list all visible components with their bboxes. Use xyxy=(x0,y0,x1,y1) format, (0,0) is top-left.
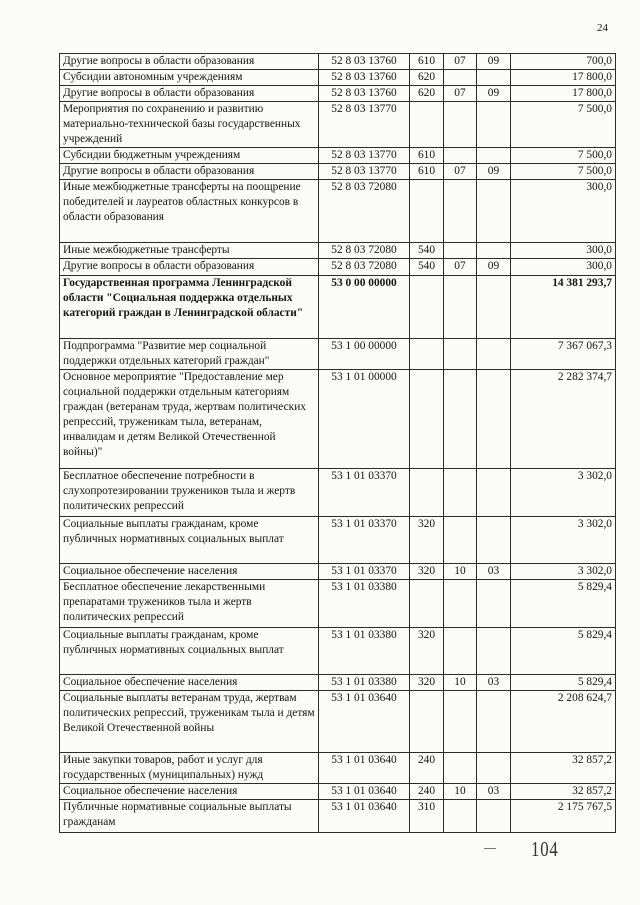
row-subsection: 03 xyxy=(477,784,511,800)
row-subsection: 03 xyxy=(477,564,511,580)
row-name: Бесплатное обеспечение потребности в слухопротезировании тружеников тыла и жертв политических репрессий xyxy=(60,469,319,517)
row-expense-type xyxy=(410,370,444,469)
row-expense-type: 240 xyxy=(410,753,444,784)
row-amount: 5 829,4 xyxy=(511,580,616,628)
row-amount: 5 829,4 xyxy=(511,628,616,675)
row-expense-type: 610 xyxy=(410,54,444,70)
row-section: 07 xyxy=(444,164,477,180)
row-name: Социальное обеспечение населения xyxy=(60,564,319,580)
row-subsection xyxy=(477,339,511,370)
row-expense-type xyxy=(410,339,444,370)
row-name: Социальные выплаты гражданам, кроме публичных нормативных социальных выплат xyxy=(60,628,319,675)
row-section: 07 xyxy=(444,259,477,276)
row-amount: 7 500,0 xyxy=(511,164,616,180)
row-expense-type: 320 xyxy=(410,675,444,691)
row-expense-type xyxy=(410,276,444,339)
row-name: Мероприятия по сохранению и развитию материально-технической базы государственных учреждений xyxy=(60,102,319,148)
row-amount: 3 302,0 xyxy=(511,564,616,580)
row-subsection xyxy=(477,800,511,833)
row-name: Публичные нормативные социальные выплаты гражданам xyxy=(60,800,319,833)
table-row xyxy=(60,564,616,580)
row-expense-type: 310 xyxy=(410,800,444,833)
row-section xyxy=(444,580,477,628)
row-target-code: 52 8 03 13770 xyxy=(319,148,410,164)
row-expense-type: 240 xyxy=(410,784,444,800)
row-target-code: 53 1 01 03380 xyxy=(319,580,410,628)
row-expense-type: 610 xyxy=(410,164,444,180)
row-expense-type xyxy=(410,180,444,243)
row-section xyxy=(444,370,477,469)
table-row xyxy=(60,164,616,180)
row-subsection: 09 xyxy=(477,259,511,276)
row-name: Социальные выплаты гражданам, кроме публичных нормативных социальных выплат xyxy=(60,517,319,564)
row-name: Государственная программа Ленинградской области "Социальная поддержка отдельных категорий граждан в Ленинградской области" xyxy=(60,276,319,339)
row-amount: 7 367 067,3 xyxy=(511,339,616,370)
row-subsection xyxy=(477,580,511,628)
row-section xyxy=(444,753,477,784)
row-name: Бесплатное обеспечение лекарственными препаратами тружеников тыла и жертв политических репрессий xyxy=(60,580,319,628)
row-section: 07 xyxy=(444,86,477,102)
row-target-code: 52 8 03 13770 xyxy=(319,164,410,180)
row-target-code: 53 1 01 03640 xyxy=(319,800,410,833)
row-name: Основное мероприятие "Предоставление мер социальной поддержки отдельным категориям граждан (ветеранам труда, жертвам политических репрессий, труженикам тыла, ветеранам, инвалидам и детям Великой Отечественной войны)" xyxy=(60,370,319,469)
table-row xyxy=(60,54,616,70)
table-row xyxy=(60,580,616,628)
row-target-code: 53 1 01 03370 xyxy=(319,564,410,580)
row-subsection xyxy=(477,628,511,675)
row-expense-type: 610 xyxy=(410,148,444,164)
row-name: Иные межбюджетные трансферты на поощрение победителей и лауреатов областных конкурсов в области образования xyxy=(60,180,319,243)
table-row xyxy=(60,339,616,370)
row-subsection xyxy=(477,102,511,148)
row-subsection xyxy=(477,243,511,259)
row-expense-type: 620 xyxy=(410,70,444,86)
row-target-code: 52 8 03 72080 xyxy=(319,180,410,243)
table-row xyxy=(60,180,616,243)
row-section xyxy=(444,70,477,86)
row-expense-type: 540 xyxy=(410,243,444,259)
row-name: Подпрограмма "Развитие мер социальной поддержки отдельных категорий граждан" xyxy=(60,339,319,370)
row-target-code: 52 8 03 72080 xyxy=(319,243,410,259)
row-subsection xyxy=(477,517,511,564)
row-amount: 3 302,0 xyxy=(511,517,616,564)
budget-table-body xyxy=(60,54,616,833)
row-section: 10 xyxy=(444,784,477,800)
row-target-code: 53 1 01 03380 xyxy=(319,675,410,691)
row-section xyxy=(444,800,477,833)
row-section xyxy=(444,102,477,148)
row-section xyxy=(444,339,477,370)
row-name: Другие вопросы в области образования xyxy=(60,54,319,70)
row-subsection: 03 xyxy=(477,675,511,691)
row-target-code: 53 1 01 03380 xyxy=(319,628,410,675)
row-name: Иные межбюджетные трансферты xyxy=(60,243,319,259)
row-expense-type: 320 xyxy=(410,564,444,580)
row-section xyxy=(444,276,477,339)
row-target-code: 53 1 00 00000 xyxy=(319,339,410,370)
row-name: Другие вопросы в области образования xyxy=(60,86,319,102)
row-expense-type xyxy=(410,469,444,517)
table-row xyxy=(60,370,616,469)
row-amount: 17 800,0 xyxy=(511,70,616,86)
row-subsection xyxy=(477,469,511,517)
row-amount: 300,0 xyxy=(511,259,616,276)
table-row xyxy=(60,675,616,691)
table-row xyxy=(60,259,616,276)
table-row xyxy=(60,70,616,86)
table-row xyxy=(60,148,616,164)
row-name: Субсидии бюджетным учреждениям xyxy=(60,148,319,164)
row-amount: 2 282 374,7 xyxy=(511,370,616,469)
row-expense-type xyxy=(410,691,444,753)
row-subsection xyxy=(477,180,511,243)
row-section xyxy=(444,180,477,243)
row-amount: 7 500,0 xyxy=(511,102,616,148)
row-target-code: 52 8 03 13760 xyxy=(319,70,410,86)
table-row xyxy=(60,469,616,517)
row-target-code: 53 0 00 00000 xyxy=(319,276,410,339)
table-row xyxy=(60,628,616,675)
row-name: Субсидии автономным учреждениям xyxy=(60,70,319,86)
page-number: 24 xyxy=(597,22,608,34)
table-row xyxy=(60,517,616,564)
row-amount: 32 857,2 xyxy=(511,784,616,800)
row-amount: 17 800,0 xyxy=(511,86,616,102)
row-section: 10 xyxy=(444,564,477,580)
row-target-code: 52 8 03 13760 xyxy=(319,86,410,102)
row-section xyxy=(444,691,477,753)
table-row xyxy=(60,276,616,339)
row-target-code: 53 1 01 00000 xyxy=(319,370,410,469)
row-subsection: 09 xyxy=(477,86,511,102)
row-section: 07 xyxy=(444,54,477,70)
row-section xyxy=(444,148,477,164)
row-section: 10 xyxy=(444,675,477,691)
row-target-code: 53 1 01 03370 xyxy=(319,517,410,564)
row-subsection xyxy=(477,148,511,164)
row-section xyxy=(444,517,477,564)
row-target-code: 53 1 01 03640 xyxy=(319,753,410,784)
row-target-code: 53 1 01 03640 xyxy=(319,691,410,753)
row-subsection xyxy=(477,70,511,86)
table-row xyxy=(60,86,616,102)
row-expense-type: 620 xyxy=(410,86,444,102)
row-amount: 32 857,2 xyxy=(511,753,616,784)
row-target-code: 52 8 03 13770 xyxy=(319,102,410,148)
table-row xyxy=(60,243,616,259)
row-subsection xyxy=(477,370,511,469)
scan-mark xyxy=(484,848,496,849)
row-name: Социальные выплаты ветеранам труда, жертвам политических репрессий, труженикам тыла и детям Великой Отечественной войны xyxy=(60,691,319,753)
row-amount: 700,0 xyxy=(511,54,616,70)
row-amount: 2 208 624,7 xyxy=(511,691,616,753)
row-expense-type: 540 xyxy=(410,259,444,276)
row-subsection xyxy=(477,753,511,784)
row-section xyxy=(444,469,477,517)
table-row xyxy=(60,691,616,753)
row-section xyxy=(444,243,477,259)
row-subsection: 09 xyxy=(477,54,511,70)
table-row xyxy=(60,784,616,800)
row-name: Социальное обеспечение населения xyxy=(60,675,319,691)
row-subsection xyxy=(477,691,511,753)
row-subsection: 09 xyxy=(477,164,511,180)
row-amount: 2 175 767,5 xyxy=(511,800,616,833)
row-expense-type xyxy=(410,102,444,148)
row-target-code: 53 1 01 03640 xyxy=(319,784,410,800)
table-row xyxy=(60,753,616,784)
row-expense-type: 320 xyxy=(410,628,444,675)
sheet-stamp-number: 104 xyxy=(531,837,559,861)
row-expense-type: 320 xyxy=(410,517,444,564)
row-amount: 7 500,0 xyxy=(511,148,616,164)
table-row xyxy=(60,102,616,148)
row-amount: 14 381 293,7 xyxy=(511,276,616,339)
row-subsection xyxy=(477,276,511,339)
row-name: Другие вопросы в области образования xyxy=(60,259,319,276)
table-row xyxy=(60,800,616,833)
row-section xyxy=(444,628,477,675)
row-target-code: 52 8 03 13760 xyxy=(319,54,410,70)
row-name: Другие вопросы в области образования xyxy=(60,164,319,180)
row-amount: 300,0 xyxy=(511,243,616,259)
row-name: Иные закупки товаров, работ и услуг для государственных (муниципальных) нужд xyxy=(60,753,319,784)
row-name: Социальное обеспечение населения xyxy=(60,784,319,800)
row-amount: 5 829,4 xyxy=(511,675,616,691)
row-target-code: 52 8 03 72080 xyxy=(319,259,410,276)
row-amount: 300,0 xyxy=(511,180,616,243)
budget-table xyxy=(59,53,616,833)
row-target-code: 53 1 01 03370 xyxy=(319,469,410,517)
row-amount: 3 302,0 xyxy=(511,469,616,517)
row-expense-type xyxy=(410,580,444,628)
